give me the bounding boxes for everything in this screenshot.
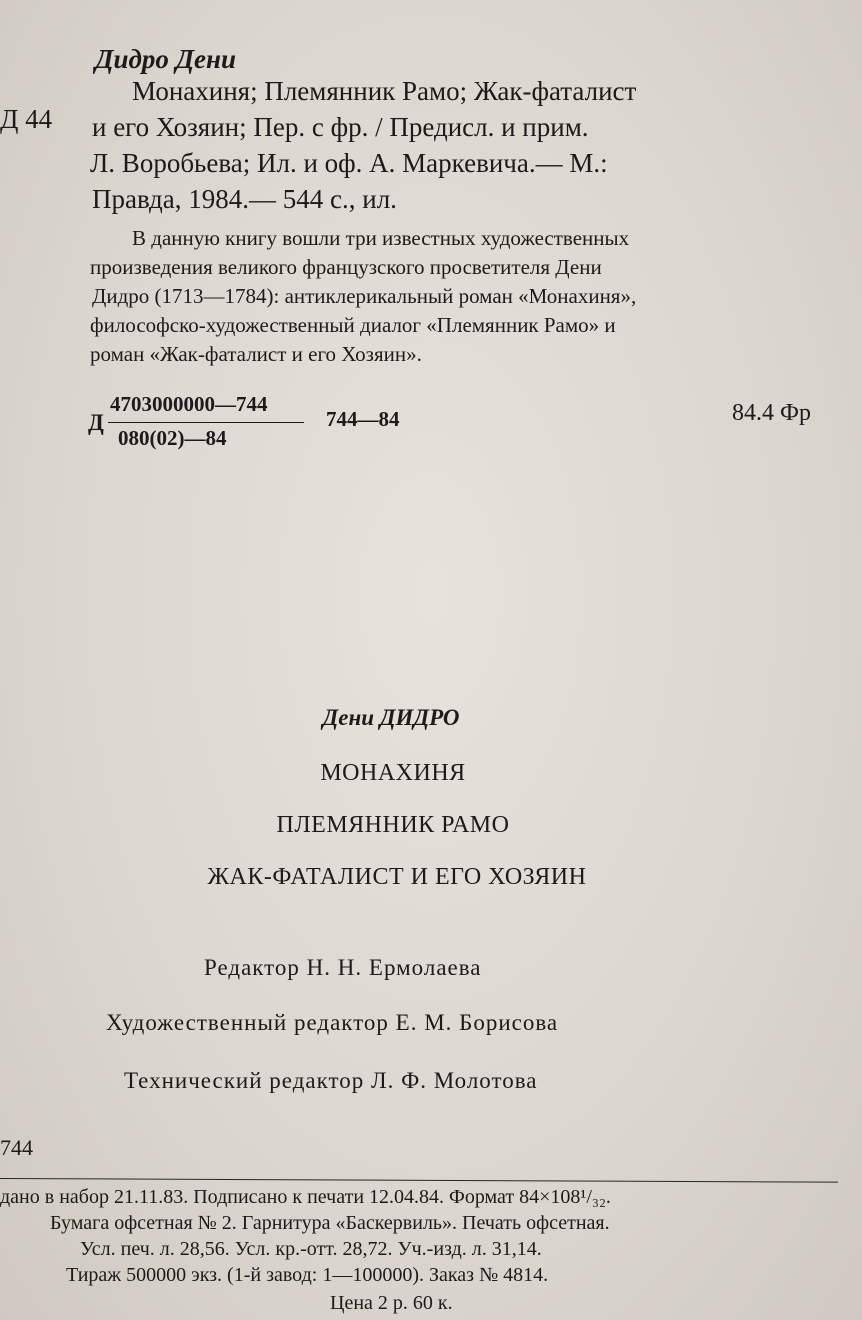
imprint-number: 744 [0,1135,33,1160]
card-author: Дидро Дени [95,44,237,74]
card-index-code: Д 44 [0,104,53,134]
imprint-line-1: дано в набор 21.11.83. Подписано к печати 12.04.84. Формат 84×108¹/₃₂. [0,1186,611,1208]
imprint-line-3: Усл. печ. л. 28,56. Усл. кр.-отт. 28,72. Уч.-изд. л. 31,14. [80,1238,542,1260]
bbk-classification: 84.4 Фр [732,400,811,426]
annotation-line-3: Дидро (1713—1784): антиклерикальный роман «Монахиня», [92,284,637,308]
title-work-1: МОНАХИНЯ [320,760,466,786]
staff-tech-editor: Технический редактор Л. Ф. Молотова [124,1068,538,1093]
imprint-line-4: Тираж 500000 экз. (1-й завод: 1—100000). Заказ № 4814. [66,1264,549,1286]
bib-line-3: Л. Воробьева; Ил. и оф. А. Маркевича.— М.: [90,148,608,178]
code-letter: Д [88,410,104,435]
title-author: Дени ДИДРО [322,705,460,730]
bib-line-1: Монахиня; Племянник Рамо; Жак-фаталист [132,76,637,106]
staff-art-editor: Художественный редактор Е. М. Борисова [106,1010,559,1035]
code-denominator: 080(02)—84 [118,426,227,450]
code-suffix: 744—84 [326,407,400,431]
annotation-line-1: В данную книгу вошли три известных художественных [132,226,630,250]
staff-editor: Редактор Н. Н. Ермолаева [204,955,482,980]
bib-line-2: и его Хозяин; Пер. с фр. / Предисл. и прим. [92,112,589,142]
bib-line-4: Правда, 1984.— 544 с., ил. [92,184,397,214]
title-work-3: ЖАК-ФАТАЛИСТ И ЕГО ХОЗЯИН [207,864,587,890]
imprint-line-5: Цена 2 р. 60 к. [330,1292,453,1314]
code-numerator: 4703000000—744 [110,392,268,416]
imprint-divider [0,1178,838,1183]
title-work-2: ПЛЕМЯННИК РАМО [276,812,510,838]
annotation-line-4: философско-художественный диалог «Племянник Рамо» и [90,313,616,337]
annotation-line-5: роман «Жак-фаталист и его Хозяин». [90,342,422,366]
imprint-line-2: Бумага офсетная № 2. Гарнитура «Баскервиль». Печать офсетная. [50,1212,610,1234]
annotation-line-2: произведения великого французского просветителя Дени [90,255,602,279]
fraction-line [108,422,304,423]
